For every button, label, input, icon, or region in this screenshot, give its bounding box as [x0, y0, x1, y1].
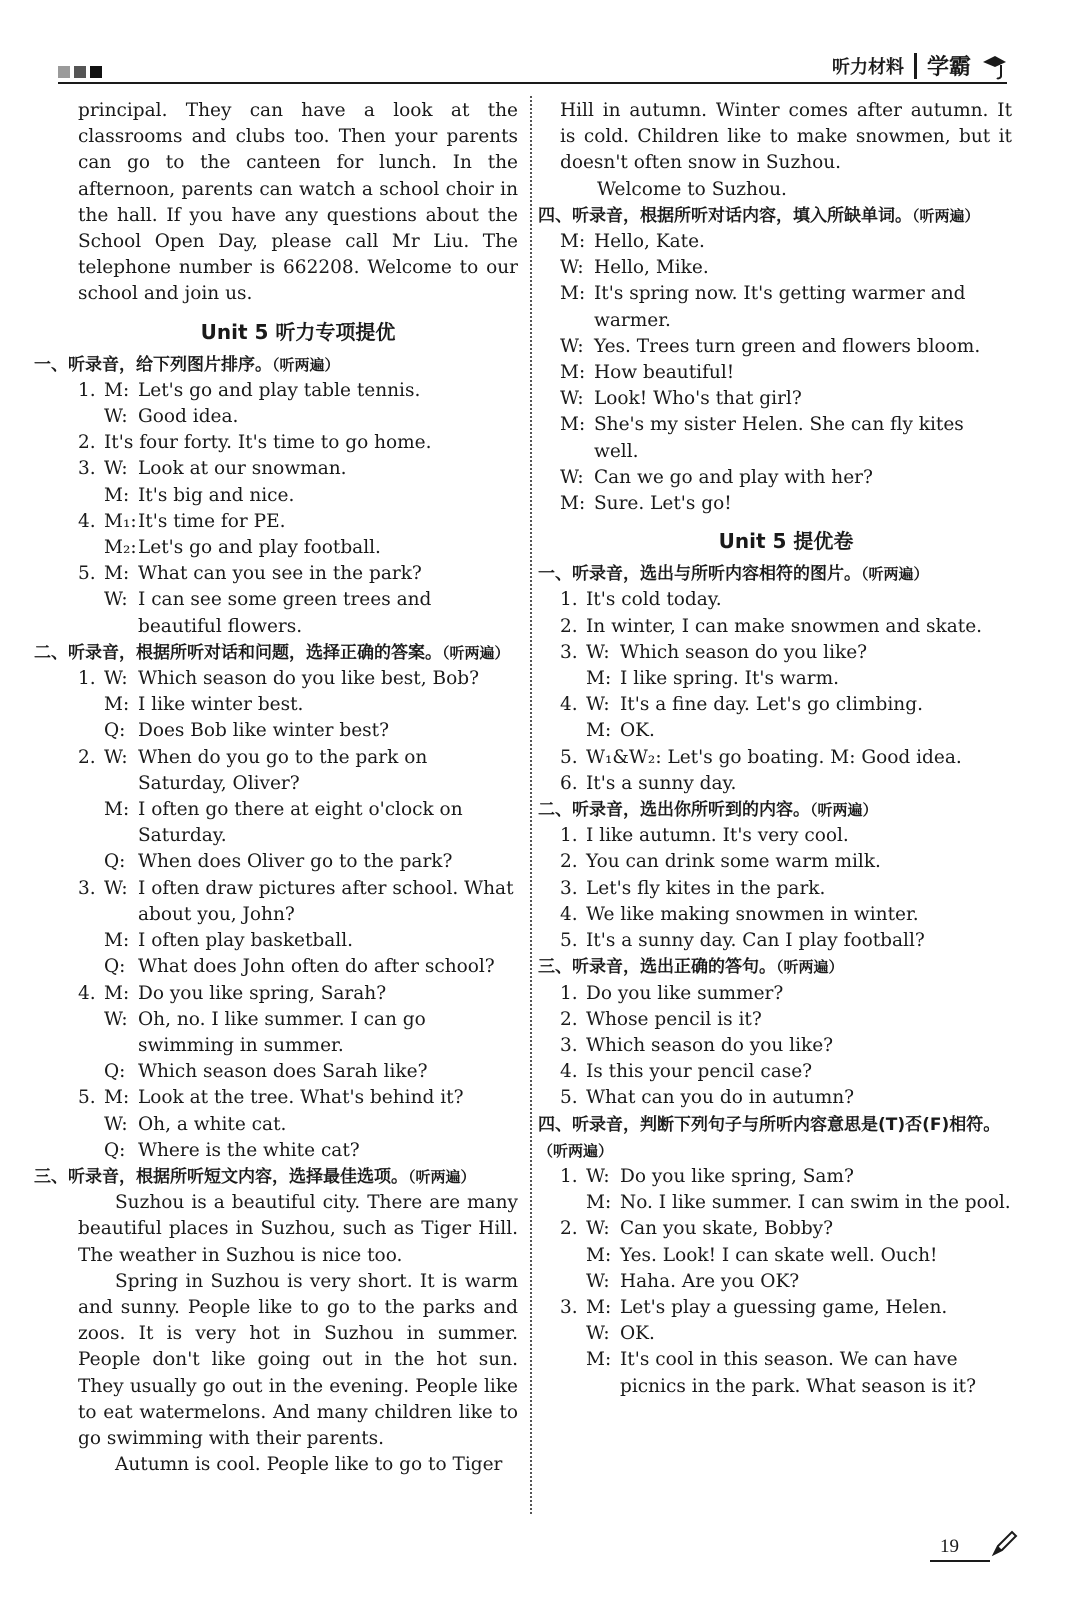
- speaker-label: W:: [104, 1113, 128, 1135]
- item-text: It's a sunny day. Can I play football?: [586, 930, 925, 952]
- list-item: [560, 771, 1012, 797]
- item-body: [586, 692, 1012, 744]
- item-body: [104, 378, 518, 430]
- item-text: You can drink some warm milk.: [586, 851, 881, 873]
- dialogue-line: [560, 334, 1012, 360]
- speaker-label: M₂:: [104, 537, 137, 559]
- item-body: [586, 587, 1012, 613]
- line-text: Oh, a white cat.: [138, 1113, 287, 1135]
- speaker-label: M:: [586, 1244, 612, 1266]
- unit-title-test: Unit 5 提优卷: [718, 529, 854, 554]
- line-text: Look! Who's that girl?: [594, 388, 802, 410]
- dialogue-line: [104, 849, 518, 875]
- dialogue-line: [560, 229, 1012, 255]
- item-body: [104, 981, 518, 1086]
- dialogue-line: [104, 1059, 518, 1085]
- section-2-items: [78, 666, 518, 1164]
- dialogue-line: [104, 561, 518, 587]
- dialogue-line: [586, 614, 1012, 640]
- right-column: [538, 98, 1012, 1400]
- line-text: OK.: [620, 720, 655, 742]
- list-item: [560, 640, 1012, 692]
- header-square-light: [58, 66, 70, 78]
- speaker-label: W:: [560, 388, 584, 410]
- dialogue-line: [586, 1164, 1012, 1190]
- list-item: [78, 981, 518, 1086]
- item-number: 3.: [560, 1296, 578, 1318]
- header-brand: 学霸: [926, 55, 971, 80]
- item-body: [104, 666, 518, 745]
- intro-paragraph: principal. They can have a look at the classrooms and clubs too. Then your parents can go to the canteen for lunch. In the afternoon, parents can watch a school choir in the hall. If you have any questions about the School Open Day, please call Mr Liu. The telephone number is 662208. Welcome to our school and join us.: [78, 100, 518, 305]
- speaker-label: M₁:: [104, 510, 137, 532]
- speaker-label: M:: [104, 1087, 130, 1109]
- speaker-label: Q:: [104, 1139, 126, 1161]
- item-number: 4.: [78, 510, 96, 532]
- dialogue-line: [560, 281, 1012, 333]
- list-item: [78, 509, 518, 561]
- item-body: [104, 430, 518, 456]
- item-body: [104, 876, 518, 981]
- dialogue-line: [104, 718, 518, 744]
- list-item: [78, 561, 518, 640]
- header-square-mid: [74, 66, 86, 78]
- item-body: [586, 771, 1012, 797]
- line-text: W₁&W₂: Let's go boating. M: Good idea.: [586, 746, 962, 768]
- list-item: [78, 1085, 518, 1164]
- speaker-label: W:: [104, 589, 128, 611]
- dialogue-line: [586, 1347, 1012, 1399]
- item-number: 1.: [78, 668, 96, 690]
- line-text: Let's go and play football.: [138, 537, 381, 559]
- section-2-heading: 二、听录音，根据所听对话和问题，选择正确的答案。（听两遍）: [34, 642, 510, 663]
- item-number: 3.: [560, 641, 578, 663]
- line-text: It's spring now. It's getting warmer and warmer.: [594, 283, 966, 331]
- line-text: Let's play a guessing game, Helen.: [620, 1296, 948, 1318]
- dialogue-line: [104, 954, 518, 980]
- item-body: [104, 1085, 518, 1164]
- part-1-items: [560, 587, 1012, 797]
- item-number: 5.: [560, 1087, 578, 1109]
- section-1-items: [78, 378, 518, 640]
- line-text: Where is the white cat?: [138, 1139, 360, 1161]
- item-text: I like autumn. It's very cool.: [586, 825, 849, 847]
- item-number: 3.: [560, 877, 578, 899]
- dialogue-line: [586, 1190, 1012, 1216]
- item-number: 1.: [78, 379, 96, 401]
- item-number: 3.: [78, 877, 96, 899]
- speaker-label: W:: [104, 406, 128, 428]
- speaker-label: Q:: [104, 1061, 126, 1083]
- line-text: Can we go and play with her?: [594, 466, 873, 488]
- page-number-rule: [930, 1560, 990, 1562]
- list-item: [560, 614, 1012, 640]
- speaker-label: W:: [104, 458, 128, 480]
- item-number: 1.: [560, 982, 578, 1004]
- list-item: [560, 981, 1012, 1007]
- item-number: 3.: [560, 1034, 578, 1056]
- line-text: Do you like spring, Sarah?: [138, 982, 387, 1004]
- speaker-label: M:: [586, 1349, 612, 1371]
- list-item: [560, 902, 1012, 928]
- dialogue-line: [560, 491, 1012, 517]
- item-number: 4.: [560, 903, 578, 925]
- line-text: I can see some green trees and beautiful flowers.: [138, 589, 432, 637]
- line-text: It's four forty. It's time to go home.: [104, 432, 432, 454]
- item-number: 1.: [560, 1165, 578, 1187]
- list-item: [78, 378, 518, 430]
- item-number: 2.: [78, 432, 96, 454]
- line-text: What can you see in the park?: [138, 563, 422, 585]
- line-text: OK.: [620, 1323, 655, 1345]
- speaker-label: M:: [586, 668, 612, 690]
- speaker-label: M:: [104, 694, 130, 716]
- dialogue-line: [560, 360, 1012, 386]
- speaker-label: W:: [586, 694, 610, 716]
- line-text: In winter, I can make snowmen and skate.: [586, 615, 983, 637]
- list-item: [78, 456, 518, 508]
- item-number: 1.: [560, 589, 578, 611]
- item-body: [586, 1164, 1012, 1216]
- item-text: What can you do in autumn?: [586, 1087, 855, 1109]
- speaker-label: W:: [586, 1323, 610, 1345]
- passage-closing: Welcome to Suzhou.: [597, 178, 787, 200]
- line-text: Sure. Let's go!: [594, 493, 732, 515]
- dialogue-line: [586, 718, 1012, 744]
- speaker-label: Q:: [104, 720, 126, 742]
- line-text: It's a fine day. Let's go climbing.: [620, 694, 923, 716]
- dialogue-line: [104, 535, 518, 561]
- list-item: [560, 1033, 1012, 1059]
- dialogue-line: [560, 465, 1012, 491]
- passage-continuation: Hill in autumn. Winter comes after autumn. It is cold. Children like to make snowmen, but it doesn't often snow in Suzhou.: [560, 100, 1012, 174]
- item-text: Which season do you like?: [586, 1034, 834, 1056]
- list-item: [560, 823, 1012, 849]
- header-title: [832, 50, 1007, 81]
- part-2-items: [560, 823, 1012, 954]
- item-number: 4.: [560, 694, 578, 716]
- list-item: [78, 876, 518, 981]
- dialogue-line: [104, 509, 518, 535]
- part-4-heading: 四、听录音，判断下列句子与所听内容意思是(T)否(F)相符。（听两遍）: [538, 1114, 1001, 1160]
- item-body: [104, 509, 518, 561]
- passage-paragraph-2: Spring in Suzhou is very short. It is warm and sunny. People like to go to the parks and zoos. It is very hot in Suzhou in summer. People don't like going out in the hot sun. They usually go out in the evening. People like to eat watermelons. And many children like to go swimming with their parents.: [78, 1270, 518, 1449]
- speaker-label: M:: [560, 283, 586, 305]
- item-text: Let's fly kites in the park.: [586, 877, 826, 899]
- item-body: [586, 1295, 1012, 1400]
- line-text: Hello, Kate.: [594, 231, 705, 253]
- part-4-items: [560, 1164, 1012, 1400]
- list-item: [560, 1059, 1012, 1085]
- dialogue-line: [586, 587, 1012, 613]
- page-number: 19: [940, 1536, 959, 1557]
- dialogue-line: [104, 1085, 518, 1111]
- line-text: Does Bob like winter best?: [138, 720, 390, 742]
- dialogue-line: [586, 1269, 1012, 1295]
- speaker-label: Q:: [104, 851, 126, 873]
- list-item: [78, 666, 518, 745]
- speaker-label: M:: [560, 414, 586, 436]
- passage-paragraph-3: Autumn is cool. People like to go to Tiger: [115, 1454, 503, 1476]
- list-item: [560, 1164, 1012, 1216]
- header-square-dark: [90, 66, 102, 78]
- header-label: 听力材料: [831, 56, 904, 78]
- line-text: Look at the tree. What's behind it?: [138, 1087, 464, 1109]
- item-text: Do you like summer?: [586, 982, 784, 1004]
- dialogue-line: [104, 876, 518, 928]
- line-text: Yes. Trees turn green and flowers bloom.: [594, 335, 981, 357]
- dialogue-line: [586, 640, 1012, 666]
- item-number: 5.: [78, 563, 96, 585]
- header-separator: [914, 53, 917, 79]
- item-body: [586, 1216, 1012, 1295]
- item-text: Whose pencil is it?: [586, 1008, 762, 1030]
- list-item: [560, 876, 1012, 902]
- line-text: It's cool in this season. We can have picnics in the park. What season is it?: [620, 1349, 976, 1397]
- item-body: [586, 614, 1012, 640]
- section-3-heading: 三、听录音，根据所听短文内容，选择最佳选项。（听两遍）: [34, 1166, 476, 1187]
- dialogue-line: [104, 692, 518, 718]
- line-text: I like spring. It's warm.: [620, 668, 840, 690]
- part-3-items: [560, 981, 1012, 1112]
- dialogue-line: [586, 1243, 1012, 1269]
- list-item: [560, 745, 1012, 771]
- item-body: [104, 561, 518, 640]
- graduation-cap-icon: [981, 52, 1007, 80]
- item-body: [104, 745, 518, 876]
- dialogue-line: [104, 1007, 518, 1059]
- dialogue-line: [560, 412, 1012, 464]
- item-number: 5.: [560, 746, 578, 768]
- header-squares: [58, 66, 102, 78]
- dialogue-line: [586, 1295, 1012, 1321]
- line-text: Let's go and play table tennis.: [138, 379, 421, 401]
- list-item: [560, 849, 1012, 875]
- line-text: When does Oliver go to the park?: [138, 851, 453, 873]
- dialogue-line: [104, 981, 518, 1007]
- line-text: When do you go to the park on Saturday, Oliver?: [138, 746, 428, 794]
- dialogue-line: [104, 430, 518, 456]
- dialogue-line: [104, 666, 518, 692]
- item-number: 5.: [78, 1087, 96, 1109]
- item-number: 6.: [560, 772, 578, 794]
- speaker-label: M:: [104, 379, 130, 401]
- line-text: No. I like summer. I can swim in the pool.: [620, 1192, 1011, 1214]
- speaker-label: M:: [104, 484, 130, 506]
- list-item: [560, 1007, 1012, 1033]
- dialogue-line: [560, 386, 1012, 412]
- line-text: Good idea.: [138, 406, 239, 428]
- line-text: Can you skate, Bobby?: [620, 1218, 834, 1240]
- speaker-label: M:: [560, 231, 586, 253]
- item-text: We like making snowmen in winter.: [586, 903, 919, 925]
- speaker-label: W:: [104, 668, 128, 690]
- item-body: [586, 640, 1012, 692]
- speaker-label: W:: [104, 877, 128, 899]
- speaker-label: W:: [560, 335, 584, 357]
- item-body: [586, 745, 1012, 771]
- speaker-label: M:: [104, 982, 130, 1004]
- item-number: 1.: [560, 825, 578, 847]
- speaker-label: W:: [104, 746, 128, 768]
- dialogue-line: [586, 745, 1012, 771]
- dialogue-line: [104, 456, 518, 482]
- item-number: 2.: [78, 746, 96, 768]
- part-1-heading: 一、听录音，选出与所听内容相符的图片。（听两遍）: [538, 564, 929, 585]
- section-4-dialogue: [560, 229, 1012, 517]
- item-number: 4.: [560, 1061, 578, 1083]
- line-text: Which season does Sarah like?: [138, 1061, 428, 1083]
- line-text: Look at our snowman.: [138, 458, 347, 480]
- list-item: [78, 745, 518, 876]
- dialogue-line: [104, 928, 518, 954]
- item-number: 2.: [560, 1008, 578, 1030]
- list-item: [560, 587, 1012, 613]
- speaker-label: W:: [586, 1165, 610, 1187]
- item-number: 2.: [560, 1218, 578, 1240]
- line-text: I often play basketball.: [138, 930, 354, 952]
- speaker-label: M:: [586, 720, 612, 742]
- left-column: [34, 98, 518, 1478]
- line-text: Which season do you like best, Bob?: [138, 668, 479, 690]
- section-1-heading: 一、听录音，给下列图片排序。（听两遍）: [34, 354, 340, 375]
- list-item: [560, 692, 1012, 744]
- dialogue-line: [586, 692, 1012, 718]
- item-body: [104, 456, 518, 508]
- speaker-label: W:: [560, 257, 584, 279]
- speaker-label: M:: [560, 493, 586, 515]
- line-text: What does John often do after school?: [138, 956, 495, 978]
- list-item: [78, 430, 518, 456]
- line-text: It's cold today.: [586, 589, 722, 611]
- dialogue-line: [104, 483, 518, 509]
- line-text: Do you like spring, Sam?: [620, 1165, 854, 1187]
- line-text: Yes. Look! I can skate well. Ouch!: [620, 1244, 938, 1266]
- list-item: [560, 928, 1012, 954]
- speaker-label: Q:: [104, 956, 126, 978]
- line-text: I often draw pictures after school. What about you, John?: [138, 877, 514, 925]
- line-text: Hello, Mike.: [594, 257, 709, 279]
- speaker-label: W:: [586, 641, 610, 663]
- item-text: Is this your pencil case?: [586, 1061, 813, 1083]
- line-text: She's my sister Helen. She can fly kites well.: [594, 414, 964, 462]
- part-2-heading: 二、听录音，选出你所听到的内容。（听两遍）: [538, 800, 878, 821]
- item-number: 4.: [78, 982, 96, 1004]
- passage-paragraph-1: Suzhou is a beautiful city. There are many beautiful places in Suzhou, such as Tiger Hill. The weather in Suzhou is nice too.: [78, 1192, 518, 1266]
- column-divider: [530, 96, 532, 1514]
- speaker-label: W:: [104, 1008, 128, 1030]
- speaker-label: W:: [560, 466, 584, 488]
- dialogue-line: [560, 255, 1012, 281]
- line-text: It's time for PE.: [138, 510, 286, 532]
- dialogue-line: [104, 1112, 518, 1138]
- dialogue-line: [104, 587, 518, 639]
- dialogue-line: [104, 404, 518, 430]
- speaker-label: M:: [104, 563, 130, 585]
- list-item: [560, 1085, 1012, 1111]
- dialogue-line: [104, 745, 518, 797]
- speaker-label: M:: [586, 1192, 612, 1214]
- pen-icon: [990, 1528, 1020, 1558]
- line-text: It's a sunny day.: [586, 772, 737, 794]
- line-text: I like winter best.: [138, 694, 304, 716]
- line-text: Oh, no. I like summer. I can go swimming in summer.: [138, 1008, 426, 1056]
- speaker-label: M:: [104, 930, 130, 952]
- dialogue-line: [104, 797, 518, 849]
- line-text: I often go there at eight o'clock on Saturday.: [138, 799, 463, 847]
- section-4-heading: 四、听录音，根据所听对话内容，填入所缺单词。（听两遍）: [538, 205, 980, 226]
- dialogue-line: [586, 1216, 1012, 1242]
- speaker-label: M:: [586, 1296, 612, 1318]
- item-number: 3.: [78, 458, 96, 480]
- speaker-label: M:: [104, 799, 130, 821]
- dialogue-line: [104, 1138, 518, 1164]
- line-text: Which season do you like?: [620, 641, 868, 663]
- line-text: How beautiful!: [594, 362, 735, 384]
- header-rule: [58, 82, 1007, 84]
- line-text: It's big and nice.: [138, 484, 295, 506]
- speaker-label: W:: [586, 1218, 610, 1240]
- line-text: Haha. Are you OK?: [620, 1270, 800, 1292]
- item-number: 2.: [560, 851, 578, 873]
- list-item: [560, 1295, 1012, 1400]
- dialogue-line: [104, 378, 518, 404]
- part-3-heading: 三、听录音，选出正确的答句。（听两遍）: [538, 957, 844, 978]
- dialogue-line: [586, 666, 1012, 692]
- speaker-label: M:: [560, 362, 586, 384]
- item-number: 2.: [560, 615, 578, 637]
- unit-title-listening: Unit 5 听力专项提优: [200, 319, 396, 344]
- speaker-label: W:: [586, 1270, 610, 1292]
- dialogue-line: [586, 1321, 1012, 1347]
- page-header: [0, 0, 1087, 90]
- item-number: 5.: [560, 930, 578, 952]
- list-item: [560, 1216, 1012, 1295]
- dialogue-line: [586, 771, 1012, 797]
